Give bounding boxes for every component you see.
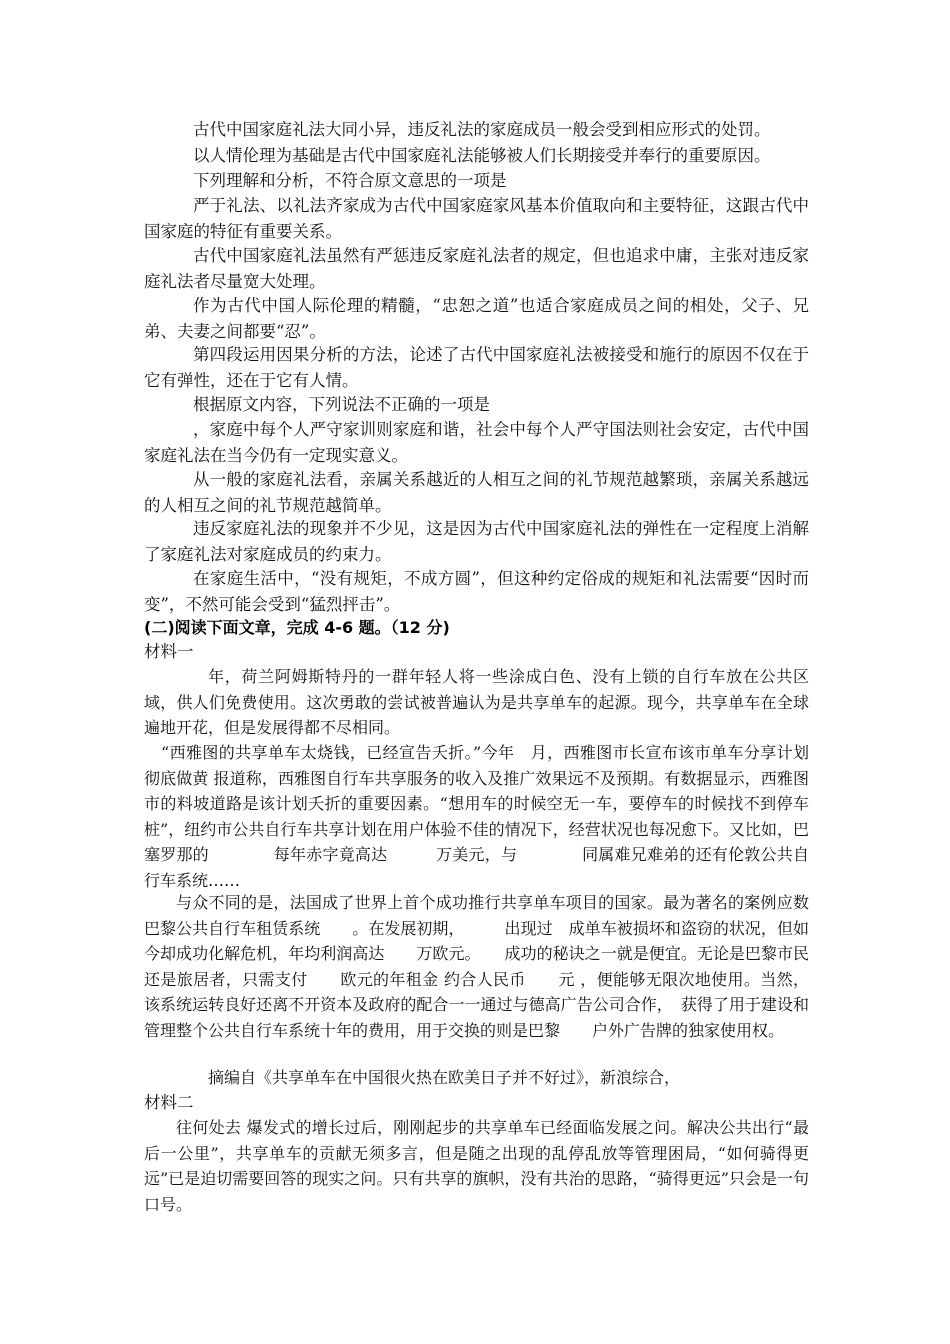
- material-1-paragraph-2: “西雅图的共享单车太烧钱，已经宣告夭折。”今年 月，西雅图市长宣布该市单车分享计划彻底做黄 报道称，西雅图自行车共享服务的收入及推广效果远不及预期。有数据显示，西雅图市的料坡道路是该计划夭折的重要因素。“想用车的时候空无一车，要停车的时候找不到停车桩”，纽约市公共自行车共享计划在用户体验不佳的情况下，经营状况也每况愈下。又比如，巴塞罗那的 每年赤字竟高达 万美元，与 同属难兄难弟的还有伦敦公共自行车系统……: [144, 743, 809, 890]
- material-1-paragraph-1: 年，荷兰阿姆斯特丹的一群年轻人将一些涂成白色、没有上锁的自行车放在公共区域，供人们免费使用。这次勇敢的尝试被普遍认为是共享单车的起源。现今，共享单车在全球遍地开花，但是发展得都不尽相同。: [144, 667, 809, 737]
- question-2-option-b: 古代中国家庭礼法虽然有严惩违反家庭礼法者的规定，但也追求中庸，主张对违反家庭礼法者尽量宽大处理。: [144, 246, 809, 291]
- material-2-title: 材料二: [144, 1093, 194, 1112]
- question-2-option-a: 严于礼法、以礼法齐家成为古代中国家庭家风基本价值取向和主要特征，这跟古代中国家庭的特征有重要关系。: [144, 196, 809, 241]
- option-d-q1: 以人情伦理为基础是古代中国家庭礼法能够被人们长期接受并奉行的重要原因。: [193, 146, 771, 165]
- question-2-stem: 下列理解和分析，不符合原文意思的一项是: [193, 171, 507, 190]
- question-3-stem: 根据原文内容，下列说法不正确的一项是: [193, 395, 490, 414]
- material-2-paragraph-1: 往何处去 爆发式的增长过后，刚刚起步的共享单车已经面临发展之问。解决公共出行“最后一公里”，共享单车的贡献无须多言，但是随之出现的乱停乱放等管理困局，“如何骑得更远”已是迫切需要回答的现实之问。只有共享的旗帜，没有共治的思路，“骑得更远”只会是一句口号。: [144, 1118, 809, 1214]
- material-1-paragraph-3: 与众不同的是，法国成了世界上首个成功推行共享单车项目的国家。最为著名的案例应数巴黎公共自行车租赁系统 。在发展初期， 出现过 成单车被损坏和盗窃的状况，但如今却成功化解危机，年均利润高达 万欧元。 成功的秘诀之一就是便宜。无论是巴黎市民还是旅居者，只需支付 欧元的年租金 约合人民币 元 ，便能够无限次地使用。当然，该系统运转良好还离不开资本及政府的配合一一通过与德高广告公司合作， 获得了用于建设和管理整个公共自行车系统十年的费用，用于交换的则是巴黎 户外广告牌的独家使用权。: [144, 893, 809, 1040]
- option-c-q1: 古代中国家庭礼法大同小异，违反礼法的家庭成员一般会受到相应形式的处罚。: [193, 120, 771, 139]
- material-1-source: 摘编自《共享单车在中国很火热在欧美日子并不好过》，新浪综合，: [208, 1068, 681, 1087]
- question-2-option-c: 作为古代中国人际伦理的精髓，“忠恕之道”也适合家庭成员之间的相处，父子、兄弟、夫妻之间都要“忍”。: [144, 296, 809, 341]
- question-3-option-d: 在家庭生活中，“没有规矩，不成方圆”，但这种约定俗成的规矩和礼法需要“因时而变”，不然可能会受到“猛烈抨击”。: [144, 569, 809, 614]
- question-3-option-a: ，家庭中每个人严守家训则家庭和谐，社会中每个人严守国法则社会安定，古代中国家庭礼法在当今仍有一定现实意义。: [144, 420, 809, 465]
- question-3-option-b: 从一般的家庭礼法看，亲属关系越近的人相互之间的礼节规范越繁琐，亲属关系越远的人相互之间的礼节规范越简单。: [144, 470, 809, 515]
- question-3-option-c: 违反家庭礼法的现象并不少见，这是因为古代中国家庭礼法的弹性在一定程度上消解了家庭礼法对家庭成员的约束力。: [144, 519, 809, 564]
- material-1-title: 材料一: [144, 642, 194, 661]
- question-2-option-d: 第四段运用因果分析的方法，论述了古代中国家庭礼法被接受和施行的原因不仅在于它有弹性，还在于它有人情。: [144, 345, 809, 390]
- section-2-heading: (二)阅读下面文章，完成 4-6 题。（12 分): [144, 618, 450, 637]
